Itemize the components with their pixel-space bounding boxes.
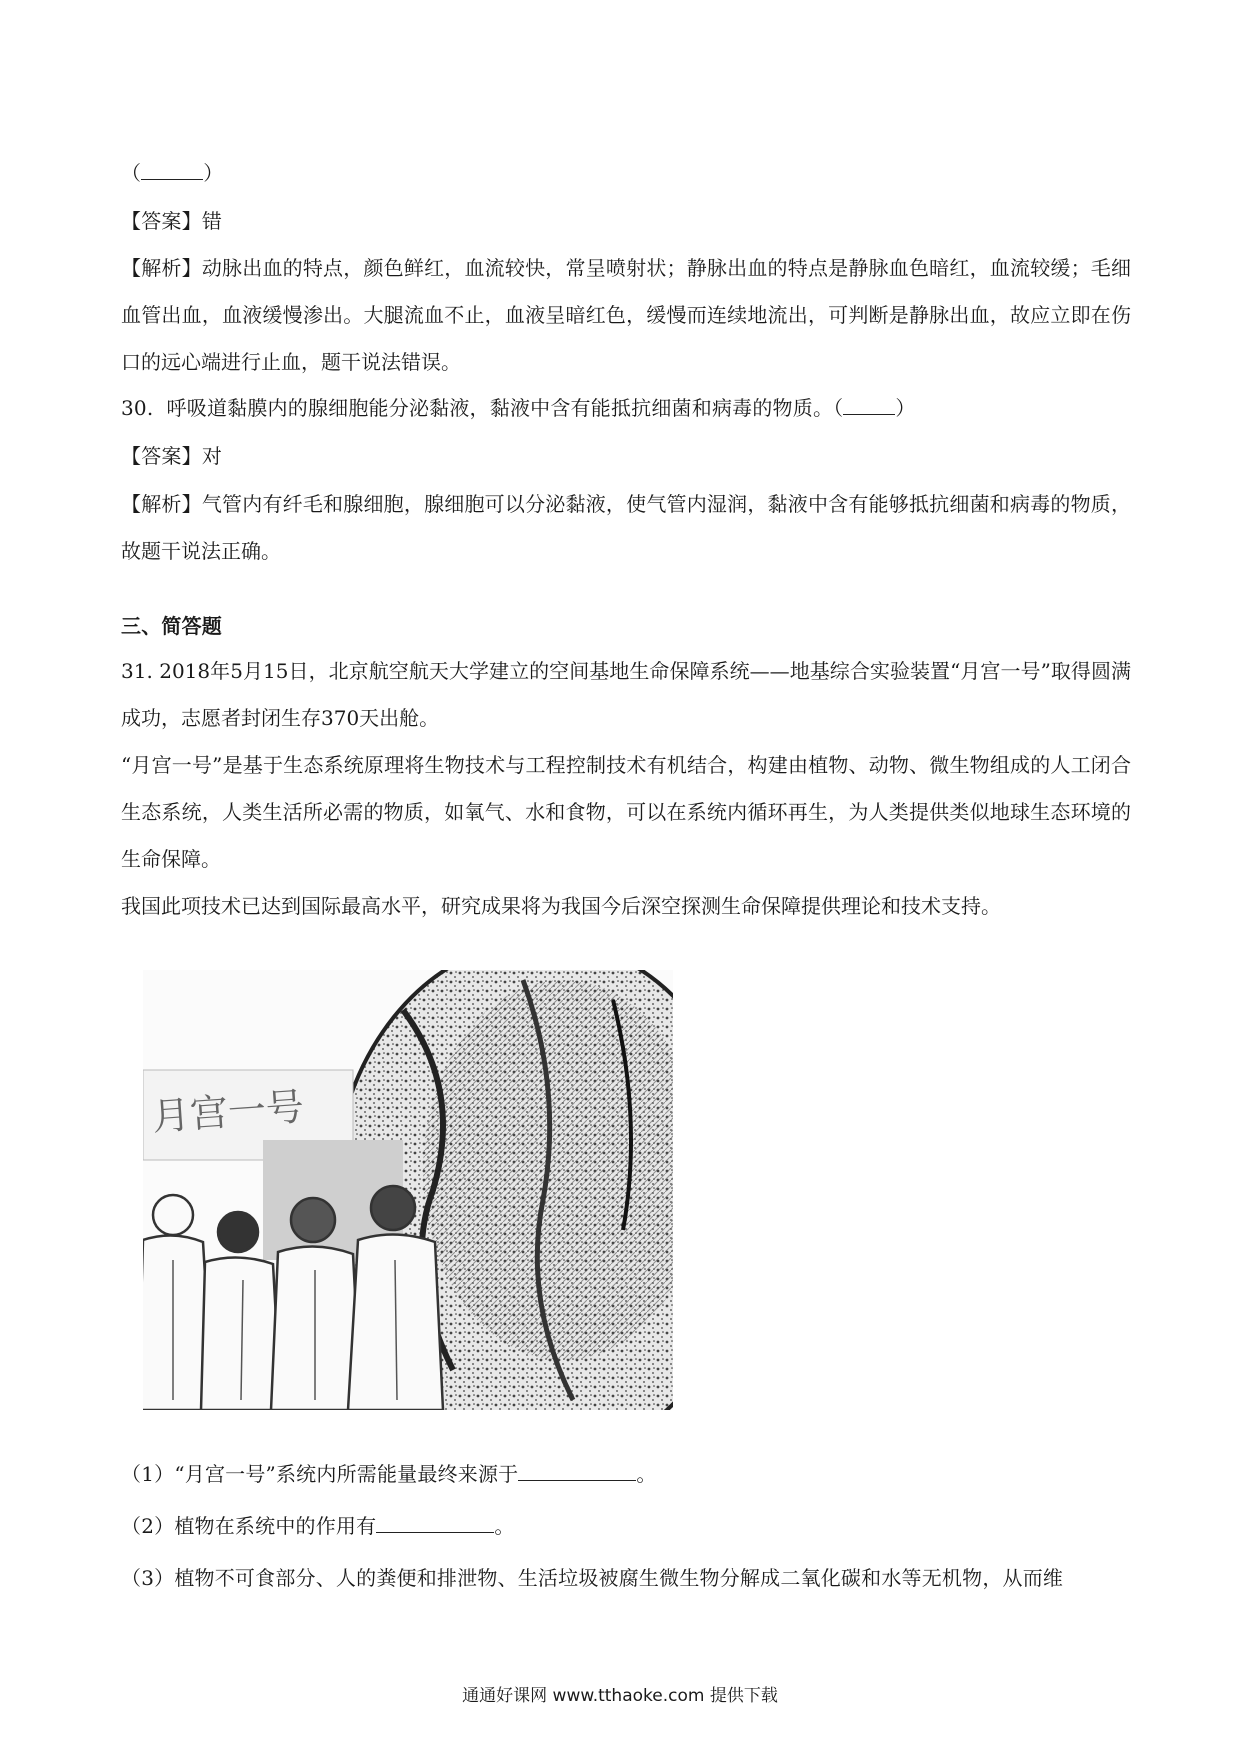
- section-title: 三、简答题: [121, 614, 222, 638]
- answer-blank: [843, 396, 895, 415]
- analysis-label: 【解析】: [121, 256, 202, 280]
- analysis-label: 【解析】: [121, 492, 202, 516]
- q30-analysis: [121, 481, 1131, 575]
- q31-sub3: （3）植物不可食部分、人的粪便和排泄物、生活垃圾被腐生微生物分解成二氧化碳和水等无机物，从而维: [121, 1566, 1064, 1590]
- analysis-text: 气管内有纤毛和腺细胞，腺细胞可以分泌黏液，使气管内湿润，黏液中含有能够抵抗细菌和病毒的物质，故题干说法正确。: [121, 492, 1132, 563]
- answer-blank[interactable]: [376, 1514, 494, 1533]
- answer-value: 错: [201, 209, 223, 233]
- answer-blank[interactable]: [518, 1462, 636, 1481]
- q31-paragraph-2: “月宫一号”是基于生态系统原理将生物技术与工程控制技术有机结合，构建由植物、动物、微生物组成的人工闭合生态系统，人类生活所必需的物质，如氧气、水和食物，可以在系统内循环再生，为人类提供类似地球生态环境的生命保障。: [121, 753, 1131, 871]
- photo-sign-text: 月宫一号: [150, 1084, 306, 1139]
- moon-palace-photo: [143, 970, 673, 1410]
- q29-answer: [121, 207, 222, 235]
- photo-illustration: [143, 970, 673, 1410]
- q30-answer: [121, 442, 222, 470]
- q29-blank-line: （ ）: [121, 161, 224, 185]
- question-number: 30.: [121, 396, 154, 420]
- answer-blank: [141, 161, 203, 180]
- q31-sub2: （2）植物在系统中的作用有 。: [121, 1514, 515, 1538]
- answer-label: 【答案】: [121, 444, 202, 468]
- q30-stem: 30. 呼吸道黏膜内的腺细胞能分泌黏液，黏液中含有能抵抗细菌和病毒的物质。（ ）: [121, 396, 916, 420]
- analysis-text: 动脉出血的特点，颜色鲜红，血流较快，常呈喷射状；静脉出血的特点是静脉血色暗红，血流较缓；毛细血管出血，血液缓慢渗出。大腿流血不止，血液呈暗红色，缓慢而连续地流出，可判断是静脉出血，故应立即在伤口的远心端进行止血，题干说法错误。: [121, 256, 1132, 374]
- answer-label: 【答案】: [121, 209, 202, 233]
- question-text: 呼吸道黏膜内的腺细胞能分泌黏液，黏液中含有能抵抗细菌和病毒的物质。（: [166, 396, 844, 420]
- q31-paragraph-3: 我国此项技术已达到国际最高水平，研究成果将为我国今后深空探测生命保障提供理论和技术支持。: [121, 894, 1001, 918]
- q29-analysis: [121, 245, 1131, 386]
- page-footer: 通通好课网 www.tthaoke.com 提供下载: [462, 1686, 778, 1706]
- q31-sub1: （1）“月宫一号”系统内所需能量最终来源于 。: [121, 1462, 657, 1486]
- answer-value: 对: [201, 444, 223, 468]
- q31-intro: 31. 2018年5月15日，北京航空航天大学建立的空间基地生命保障系统——地基综合实验装置“月宫一号”取得圆满成功，志愿者封闭生存370天出舱。: [121, 659, 1131, 730]
